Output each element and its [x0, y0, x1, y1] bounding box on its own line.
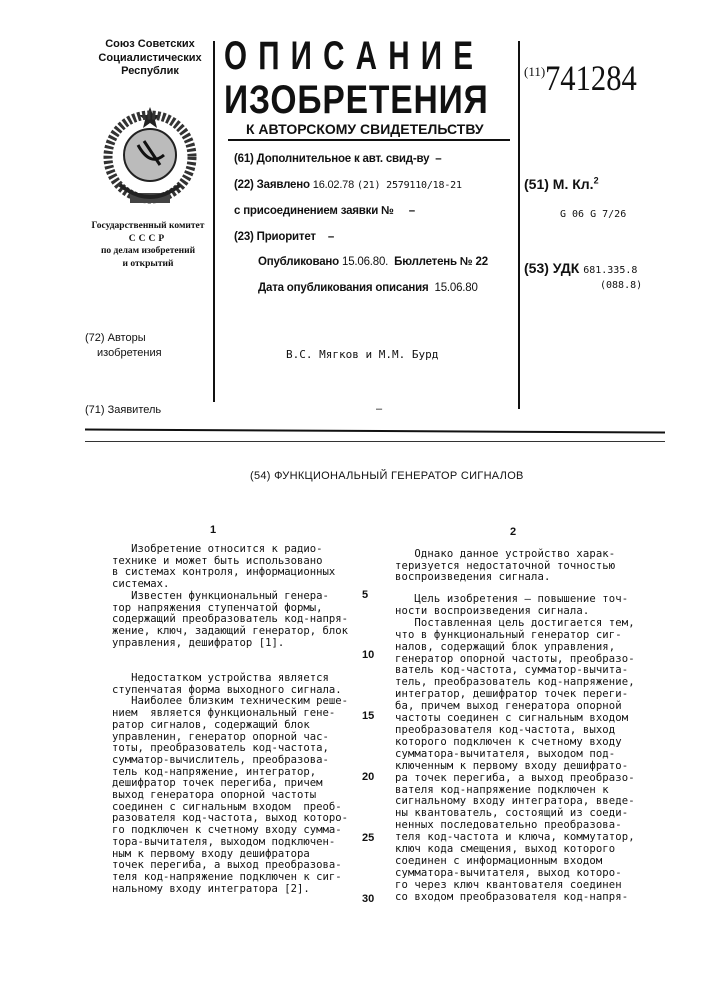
field-53	[524, 260, 637, 279]
field-61	[234, 152, 442, 166]
line-number: 25	[362, 832, 374, 845]
line-number: 5	[362, 589, 368, 602]
field-23-value: –	[328, 231, 334, 243]
authors-label-2: изобретения	[97, 347, 162, 360]
committee-name	[73, 220, 223, 270]
committee-line: и открытий	[73, 258, 223, 271]
authors-label: (72) Авторы	[85, 332, 146, 345]
country-line: Союз Советских	[75, 38, 225, 52]
applicant-label: (71) Заявитель	[85, 404, 161, 417]
right-column-paragraph-1: Однако данное устройство харак- теризуется недостаточной точностью воспроизведения сигнала.	[395, 549, 615, 584]
field-22-label: (22) Заявлено	[234, 179, 310, 191]
divider-vertical-right	[518, 41, 520, 409]
line-number: 20	[362, 771, 374, 784]
field-51	[524, 176, 599, 193]
field-23-label: (23) Приоритет	[234, 231, 316, 243]
subtitle-underline	[228, 139, 510, 141]
invention-title: (54) ФУНКЦИОНАЛЬНЫЙ ГЕНЕРАТОР СИГНАЛОВ	[250, 470, 524, 483]
field-53-label: (53) УДК	[524, 260, 579, 276]
patent-number: 741284	[545, 56, 637, 100]
description-date: 15.06.80	[435, 282, 478, 294]
divider-vertical-left	[213, 41, 215, 402]
published-date: 15.06.80.	[342, 256, 388, 268]
document-subtitle: К АВТОРСКОМУ СВИДЕТЕЛЬСТВУ	[246, 121, 484, 137]
field-22	[234, 178, 462, 193]
field-51-sup: 2	[594, 175, 599, 185]
country-line: Социалистических	[75, 52, 225, 66]
field-21-value: (21) 2579110/18-21	[357, 180, 462, 191]
applicant-value: –	[376, 403, 382, 416]
line-number: 30	[362, 893, 374, 906]
patent-number-block	[524, 56, 653, 108]
field-description-date	[258, 281, 478, 295]
column-number-1: 1	[210, 524, 216, 537]
line-number: 15	[362, 710, 374, 723]
committee-line: Государственный комитет	[73, 220, 223, 233]
left-column-paragraph-1: Изобретение относится к радио- технике и может быть использовано в системах контроля, информационных системах. Известен функциональный генера- тор напряжения ступенчатой формы, содержащий преобразователь код-напря- жение, ключ, задающий генератор, блок управления, дешифратор [1].	[112, 544, 348, 649]
author-names: В.С. Мягков и М.М. Бурд	[286, 348, 438, 361]
field-join	[234, 204, 415, 218]
divider-title	[85, 441, 665, 442]
field-61-label: (61) Дополнительное к авт. свид-ву	[234, 153, 429, 165]
published-label: Опубликовано	[258, 256, 339, 268]
divider-horizontal	[85, 428, 665, 433]
patent-code: (11)	[524, 64, 545, 79]
field-join-label: с присоединением заявки №	[234, 205, 394, 217]
field-23	[234, 230, 334, 244]
country-line: Республик	[75, 65, 225, 79]
description-date-label: Дата опубликования описания	[258, 282, 429, 294]
left-column-paragraph-2: Недостатком устройства является ступенчатая форма выходного сигнала. Наиболее близким техническим реше- нием является функциональный гене- ратор сигналов, содержащий блок управленин, генератор опорной час- тоты, преобразователь код-частота, сумматор-вычислитель, преобразова- тель код-напряжение, интегратор, дешифратор точек перегиба, причем выход генератора опорной частоты соединен с сигнальным входом преоб- разователя код-частота, выход которо- го подключен к счетному входу сумма- тора-вычитателя, выходом подключен- ным к первому входу дешифратора точек перегиба, а выход преобразова- теля код-напряжение подключен к сиг- нальному входу интегратора [2].	[112, 673, 348, 895]
document-title-line1: О П И С А Н И Е	[224, 36, 474, 76]
field-join-value: –	[409, 205, 415, 217]
committee-line: СССР	[73, 233, 223, 246]
field-53-value-2: (088.8)	[600, 279, 642, 292]
right-column-paragraph-2: Цель изобретения – повышение точ- ности воспроизведения сигнала. Поставленная цель достигается тем, что в функциональный генератор сиг- налов, содержащий блок управления, генератор опорной частоты, преобразо- ватель код-частота, сумматор-вычита- тель, преобразователь код-напряжение, интегратор, дешифратор точек переги- ба, причем выход генератора опорной частоты соединен с сигнальным входом преобразователя код-частота, выход которого подключен к счетному входу сумматора-вычитателя, выходом под- ключенным к первому входу дешифрато- ра точек перегиба, а выход преобразо- вателя код-напряжение подключен к сигнальному входу интегратора, введе- ны квантователь, состоящий из соеди- ненных последовательно преобразова- теля код-частота и ключа, коммутатор, ключ кода смещения, выход которого соединен с информационным входом сумматора-вычитателя, выход которо- го через ключ квантователя соединен со входом преобразователя код-напря-	[395, 594, 635, 904]
bulletin-number: Бюллетень № 22	[394, 256, 488, 268]
field-53-value: 681.335.8	[583, 265, 637, 276]
field-22-date: 16.02.78	[313, 179, 354, 191]
country-name	[75, 38, 225, 79]
column-number-2: 2	[510, 526, 516, 539]
field-published	[258, 255, 488, 269]
field-51-value: G 06 G 7/26	[560, 208, 626, 221]
document-title-line2: ИЗОБРЕТЕНИЯ	[224, 80, 489, 120]
field-61-value: –	[435, 153, 441, 165]
field-51-label: (51) М. Кл.	[524, 176, 594, 192]
line-number: 10	[362, 649, 374, 662]
ussr-emblem-icon	[100, 105, 200, 210]
committee-line: по делам изобретений	[73, 245, 223, 258]
